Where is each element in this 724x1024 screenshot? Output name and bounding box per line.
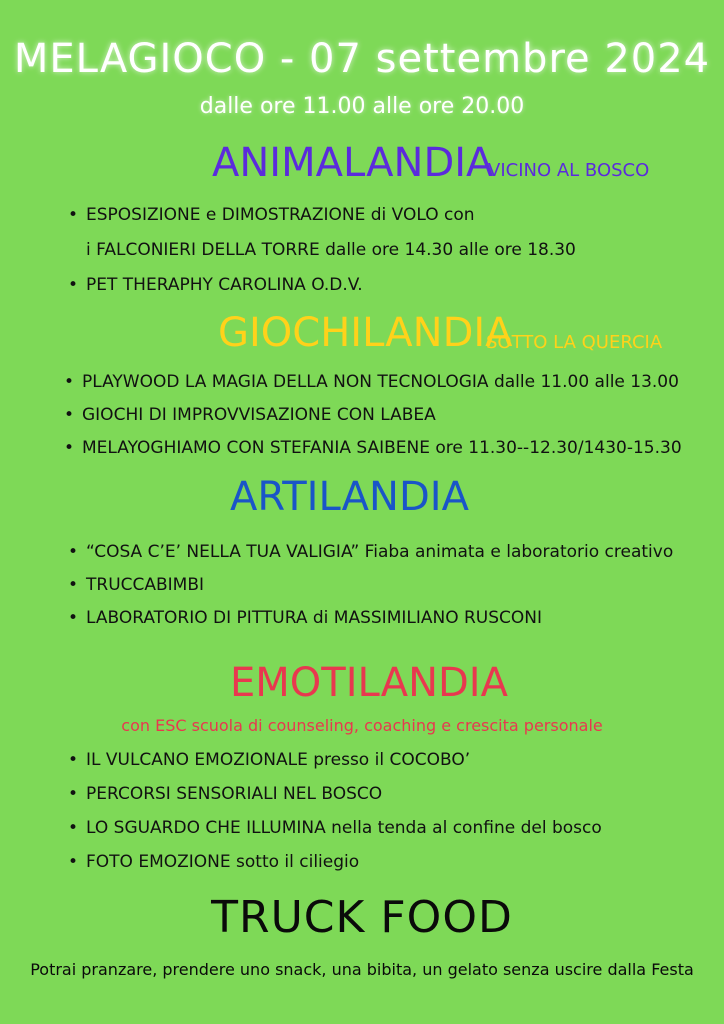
artilandia-title: ARTILANDIA <box>230 474 469 520</box>
list-item: • IL VULCANO EMOZIONALE presso il COCOBO’ <box>64 750 602 770</box>
event-title: MELAGIOCO - 07 settembre 2024 <box>13 36 711 82</box>
list-item: • FOTO EMOZIONE sotto il ciliegio <box>64 852 602 872</box>
giochilandia-location: SOTTO LA QUERCIA <box>486 332 663 353</box>
animalandia-list-2 <box>64 275 363 295</box>
event-hours: dalle ore 11.00 alle ore 20.00 <box>199 94 525 119</box>
list-item: • LABORATORIO DI PITTURA di MASSIMILIANO RUSCONI <box>64 608 673 628</box>
truck-food-title: TRUCK FOOD <box>211 892 513 943</box>
list-item: • LO SGUARDO CHE ILLUMINA nella tenda al confine del bosco <box>64 818 602 838</box>
list-item-continuation: i FALCONIERI DELLA TORRE dalle ore 14.30 alle ore 18.30 <box>86 240 576 260</box>
giochilandia-title: GIOCHILANDIA <box>218 310 513 356</box>
truck-food-text: Potrai pranzare, prendere uno snack, una bibita, un gelato senza uscire dalla Festa <box>30 960 694 979</box>
list-item: • GIOCHI DI IMPROVVISAZIONE CON LABEA <box>60 405 682 425</box>
giochilandia-list <box>60 372 682 458</box>
emotilandia-subtitle: con ESC scuola di counseling, coaching e crescita personale <box>121 716 603 735</box>
list-item: • PLAYWOOD LA MAGIA DELLA NON TECNOLOGIA dalle 11.00 alle 13.00 <box>60 372 682 392</box>
list-item: • PET THERAPHY CAROLINA O.D.V. <box>64 275 363 295</box>
artilandia-list <box>64 542 673 628</box>
list-item: • MELAYOGHIAMO CON STEFANIA SAIBENE ore 11.30--12.30/1430-15.30 <box>60 438 682 458</box>
animalandia-location: VICINO AL BOSCO <box>488 160 650 181</box>
emotilandia-list <box>64 750 602 872</box>
list-item: • PERCORSI SENSORIALI NEL BOSCO <box>64 784 602 804</box>
list-item: • ESPOSIZIONE e DIMOSTRAZIONE di VOLO con <box>64 205 475 225</box>
animalandia-list <box>64 205 475 225</box>
emotilandia-title: EMOTILANDIA <box>230 660 508 706</box>
animalandia-title: ANIMALANDIA <box>212 140 494 186</box>
list-item: • TRUCCABIMBI <box>64 575 673 595</box>
list-item: • “COSA C’E’ NELLA TUA VALIGIA” Fiaba animata e laboratorio creativo <box>64 542 673 562</box>
